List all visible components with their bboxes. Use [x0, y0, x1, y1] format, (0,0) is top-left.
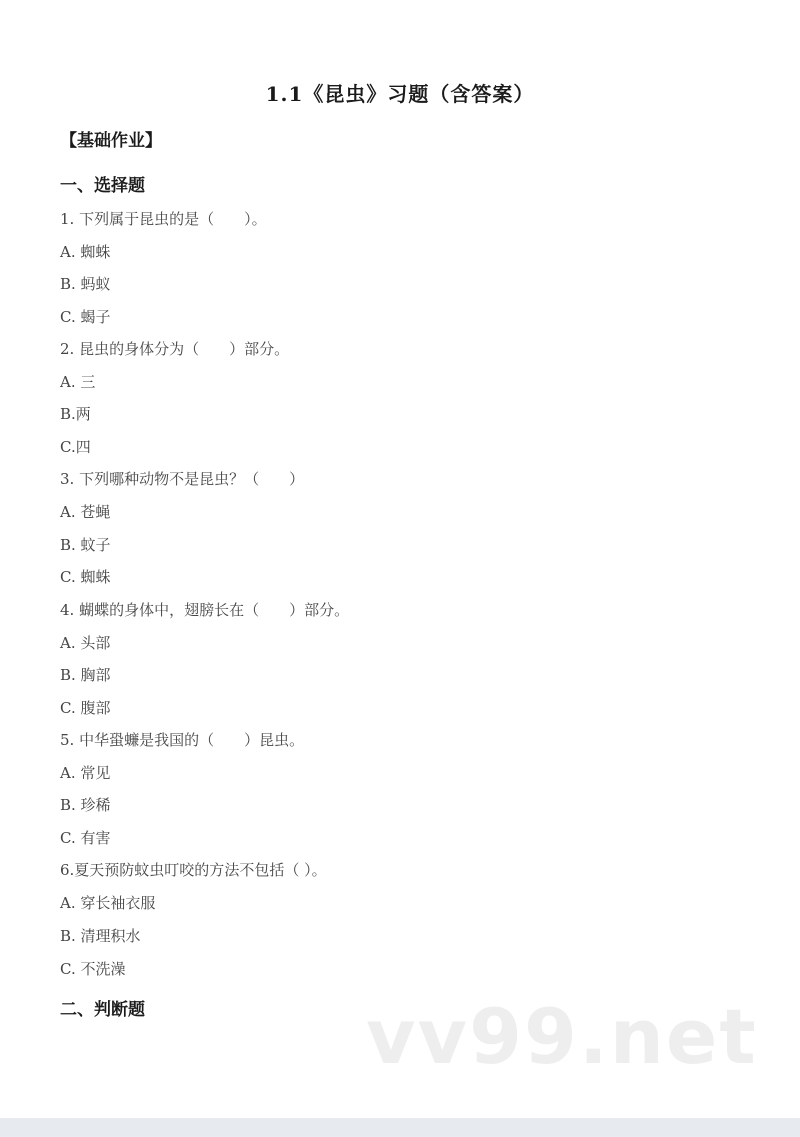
- option-line: A. 三: [60, 373, 96, 391]
- basic-section-heading: 【基础作业】: [60, 131, 162, 151]
- option-line: A. 苍蝇: [60, 503, 111, 521]
- option-line: B. 蚊子: [60, 536, 111, 554]
- option-line: C.四: [60, 438, 91, 456]
- option-line: C. 蝎子: [60, 308, 111, 326]
- question-line: 5. 中华蛩蠊是我国的（ ）昆虫。: [60, 731, 305, 749]
- option-line: C. 有害: [60, 829, 111, 847]
- option-line: B. 清理积水: [60, 927, 141, 945]
- watermark-text: vv99.net: [366, 992, 758, 1081]
- question-line: 6.夏天预防蚊虫叮咬的方法不包括（ ）。: [60, 861, 327, 879]
- page-gap: [0, 1118, 800, 1137]
- option-line: B. 胸部: [60, 666, 111, 684]
- true-false-heading: 二、判断题: [60, 1000, 145, 1020]
- option-line: C. 不洗澡: [60, 960, 126, 978]
- question-line: 2. 昆虫的身体分为（ ）部分。: [60, 340, 290, 358]
- option-line: B. 蚂蚁: [60, 275, 111, 293]
- option-line: C. 蜘蛛: [60, 568, 111, 586]
- multiple-choice-heading: 一、选择题: [60, 176, 145, 196]
- question-line: 3. 下列哪种动物不是昆虫？（ ）: [60, 470, 305, 488]
- option-line: B. 珍稀: [60, 796, 111, 814]
- document-title: 1.1《昆虫》习题（含答案）: [265, 82, 535, 106]
- question-line: 1. 下列属于昆虫的是（ ）。: [60, 210, 267, 228]
- option-line: A. 头部: [60, 634, 111, 652]
- option-line: A. 常见: [60, 764, 111, 782]
- option-line: A. 蜘蛛: [60, 243, 111, 261]
- option-line: C. 腹部: [60, 699, 111, 717]
- option-line: A. 穿长袖衣服: [60, 894, 156, 912]
- question-line: 4. 蝴蝶的身体中，翅膀长在（ ）部分。: [60, 601, 350, 619]
- option-line: B.两: [60, 405, 91, 423]
